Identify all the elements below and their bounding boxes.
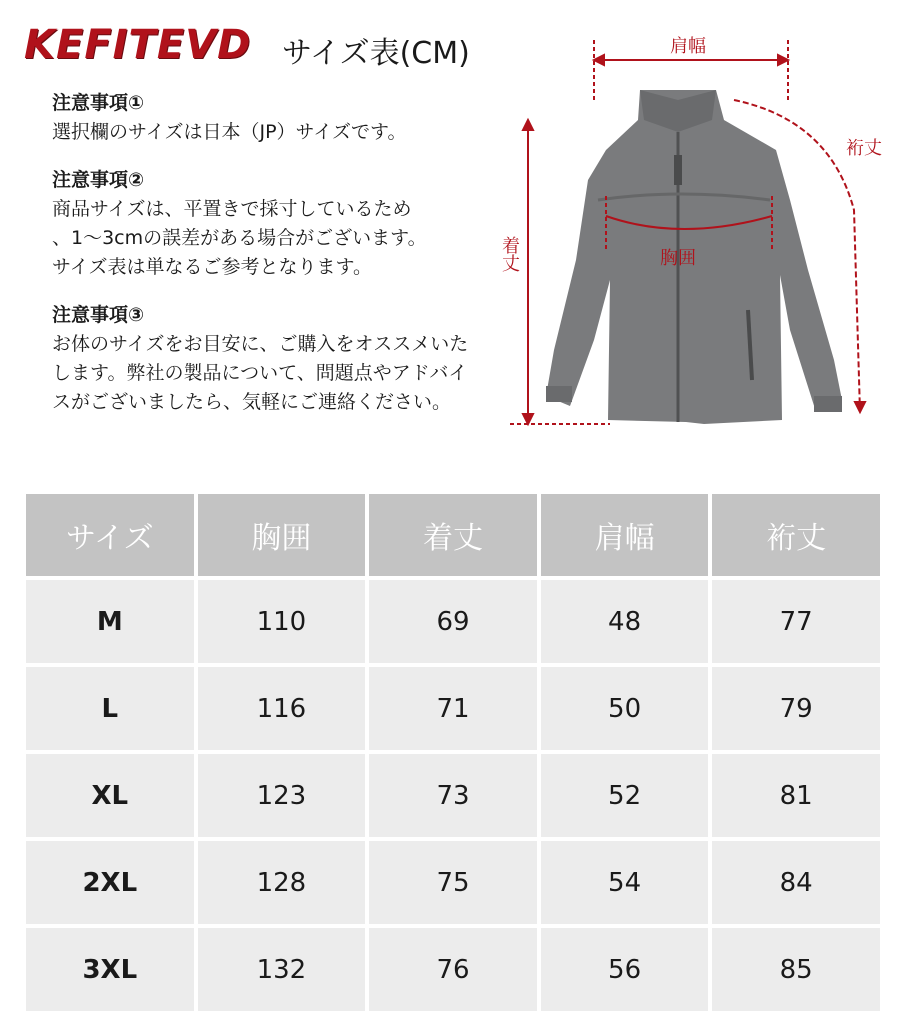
shoulder-cell: 50 (541, 667, 709, 750)
sleeve-label: 裄丈 (846, 138, 882, 159)
shoulder-cell: 54 (541, 841, 709, 924)
length-label: 着丈 (499, 236, 520, 272)
sleeve-cell: 77 (712, 580, 880, 663)
size-cell: 3XL (26, 928, 194, 1011)
note-1 (52, 88, 472, 147)
note-2 (52, 165, 472, 282)
chest-cell: 123 (198, 754, 366, 837)
length-cell: 69 (369, 580, 537, 663)
table-row (26, 580, 880, 663)
column-header-size: サイズ (26, 494, 194, 576)
shoulder-label: 肩幅 (670, 36, 706, 57)
chest-cell: 128 (198, 841, 366, 924)
column-header-sleeve: 裄丈 (712, 494, 880, 576)
notes-section (52, 88, 472, 435)
sleeve-cell: 85 (712, 928, 880, 1011)
sleeve-cell: 81 (712, 754, 880, 837)
size-cell: M (26, 580, 194, 663)
shoulder-cell: 56 (541, 928, 709, 1011)
table-row (26, 928, 880, 1011)
chest-label: 胸囲 (660, 248, 696, 269)
length-cell: 71 (369, 667, 537, 750)
length-cell: 76 (369, 928, 537, 1011)
note-body: お体のサイズをお目安に、ご購入をオススメいたします。弊社の製品について、問題点やアドバイスがございましたら、気軽にご連絡ください。 (52, 333, 469, 413)
chest-cell: 132 (198, 928, 366, 1011)
note-3 (52, 300, 472, 417)
note-heading: 注意事項② (52, 169, 145, 191)
length-cell: 73 (369, 754, 537, 837)
note-body: 選択欄のサイズは日本（JP）サイズです。 (52, 121, 407, 143)
table-row (26, 841, 880, 924)
length-cell: 75 (369, 841, 537, 924)
size-table (22, 490, 884, 1015)
note-heading: 注意事項③ (52, 304, 145, 326)
size-cell: L (26, 667, 194, 750)
page-title: サイズ表(CM) (282, 36, 470, 71)
column-header-length: 着丈 (369, 494, 537, 576)
column-header-chest: 胸囲 (198, 494, 366, 576)
table-header-row (26, 494, 880, 576)
shoulder-cell: 48 (541, 580, 709, 663)
column-header-shoulder: 肩幅 (541, 494, 709, 576)
sleeve-cell: 79 (712, 667, 880, 750)
measurement-diagram (490, 20, 900, 440)
brand-logo: KEFITEVD (24, 22, 252, 68)
table-row (26, 754, 880, 837)
chest-cell: 110 (198, 580, 366, 663)
sleeve-cell: 84 (712, 841, 880, 924)
note-heading: 注意事項① (52, 92, 145, 114)
table-row (26, 667, 880, 750)
jacket-illustration (490, 20, 900, 440)
size-cell: 2XL (26, 841, 194, 924)
note-body: 商品サイズは、平置きで採寸しているため 、1～3cmの誤差がある場合がございます。 サイズ表は単なるご参考となります。 (52, 198, 427, 278)
shoulder-cell: 52 (541, 754, 709, 837)
chest-cell: 116 (198, 667, 366, 750)
size-cell: XL (26, 754, 194, 837)
